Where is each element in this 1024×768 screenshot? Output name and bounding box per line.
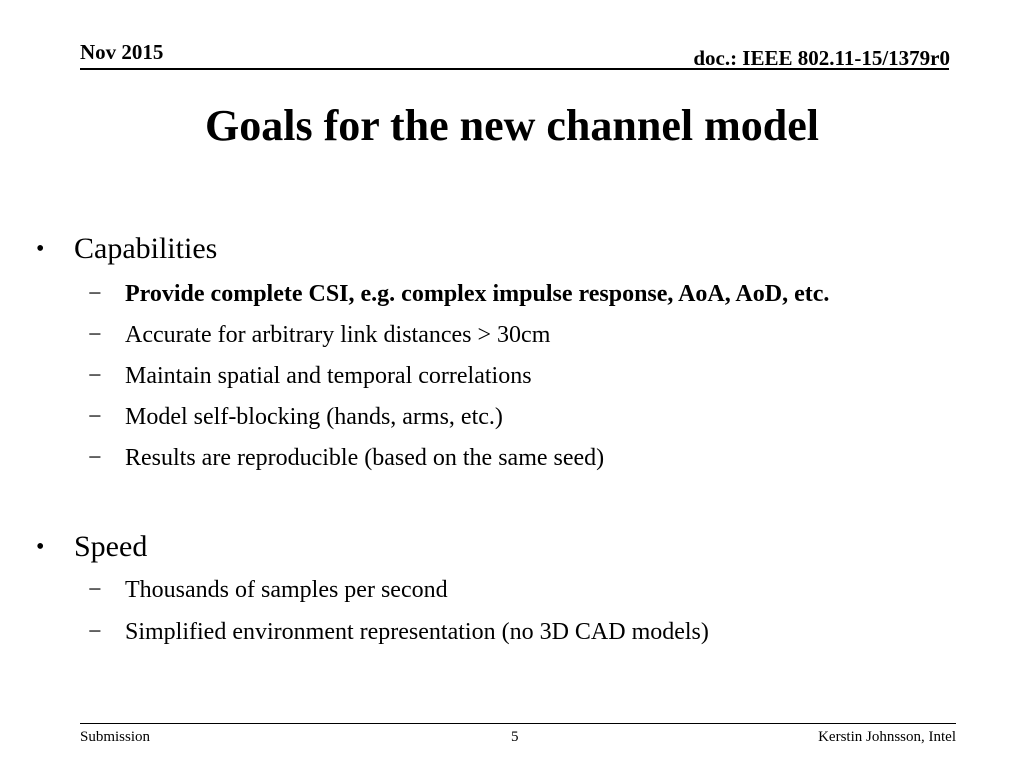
- sub-item-text: Model self-blocking (hands, arms, etc.): [125, 404, 503, 430]
- bullet-label: Capabilities: [74, 232, 218, 265]
- sub-item-text: Results are reproducible (based on the same seed): [125, 445, 605, 471]
- footer-divider: [80, 723, 956, 724]
- slide-title: Goals for the new channel model: [205, 101, 819, 150]
- footer-page-number: 5: [511, 729, 519, 745]
- sub-item-text: Thousands of samples per second: [125, 577, 448, 603]
- dash-icon: −: [88, 577, 102, 603]
- sub-item-text: Maintain spatial and temporal correlations: [125, 363, 532, 389]
- dash-icon: −: [88, 619, 102, 645]
- sub-item-text: Simplified environment representation (no 3D CAD models): [125, 619, 709, 645]
- sub-item-text: Accurate for arbitrary link distances > 30cm: [125, 322, 551, 348]
- dash-icon: −: [88, 281, 102, 307]
- sub-item-text: Provide complete CSI, e.g. complex impulse response, AoA, AoD, etc.: [125, 281, 830, 307]
- dash-icon: −: [88, 445, 102, 471]
- dash-icon: −: [88, 322, 102, 348]
- header-doc-id: doc.: IEEE 802.11-15/1379r0: [693, 46, 950, 70]
- dash-icon: −: [88, 404, 102, 430]
- dash-icon: −: [88, 363, 102, 389]
- footer-author: Kerstin Johnsson, Intel: [818, 729, 956, 745]
- footer-submission: Submission: [80, 729, 151, 745]
- bullet-dot-icon: •: [36, 534, 45, 560]
- bullet-label: Speed: [74, 530, 148, 563]
- bullet-dot-icon: •: [36, 236, 45, 262]
- header-date: Nov 2015: [80, 40, 164, 64]
